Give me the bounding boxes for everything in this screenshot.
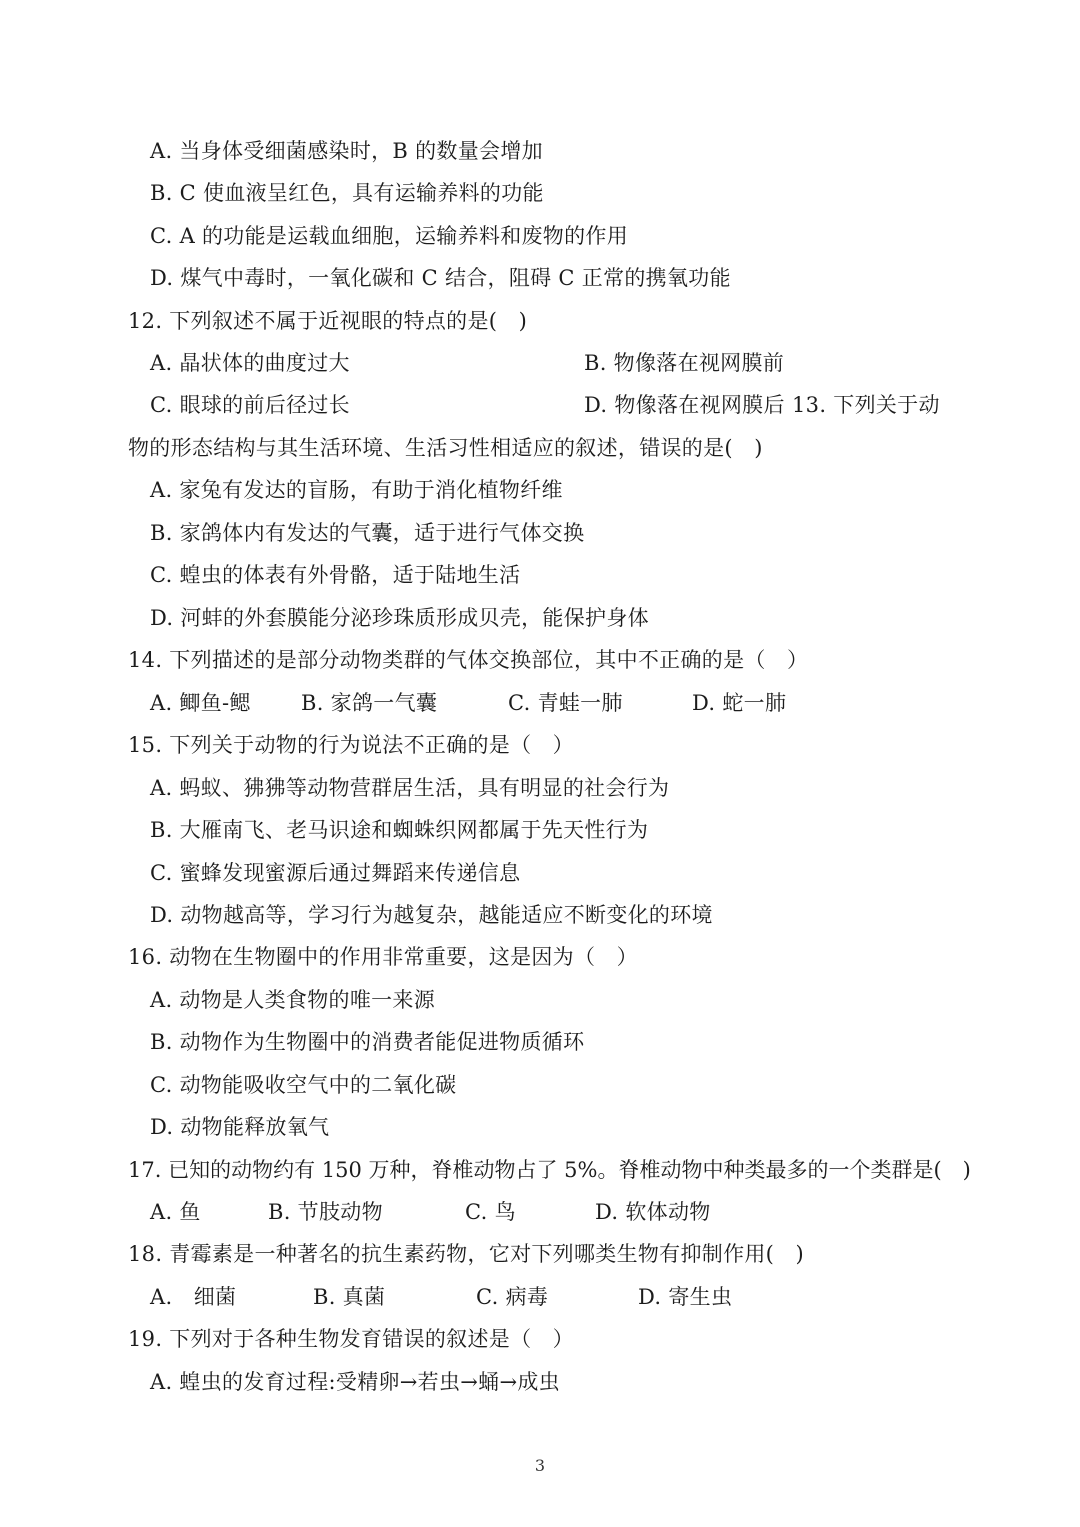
q19-stem: 19. 下列对于各种生物发育错误的叙述是（ ） (128, 1327, 574, 1351)
q16-option-b: B. 动物作为生物圈中的消费者能促进物质循环 (150, 1030, 585, 1054)
q11-option-c: C. A 的功能是运载血细胞，运输养料和废物的作用 (150, 224, 629, 248)
q15-stem: 15. 下列关于动物的行为说法不正确的是（ ） (128, 733, 574, 757)
q12-option-c: C. 眼球的前后径过长 (150, 393, 350, 417)
q16-stem: 16. 动物在生物圈中的作用非常重要，这是因为（ ） (128, 945, 638, 969)
q17-option-a: A. 鱼 (150, 1200, 201, 1224)
q16-option-d: D. 动物能释放氧气 (150, 1115, 330, 1139)
q11-option-d: D. 煤气中毒时，一氧化碳和 C 结合，阻碍 C 正常的携氧功能 (150, 266, 731, 290)
q15-option-d: D. 动物越高等，学习行为越复杂，越能适应不断变化的环境 (150, 903, 713, 927)
q11-option-b: B. C 使血液呈红色，具有运输养料的功能 (150, 181, 544, 205)
q18-stem: 18. 青霉素是一种著名的抗生素药物，它对下列哪类生物有抑制作用( ) (128, 1242, 804, 1266)
q15-option-a: A. 蚂蚁、狒狒等动物营群居生活，具有明显的社会行为 (150, 776, 670, 800)
q18-option-b: B. 真菌 (313, 1285, 386, 1309)
q15-option-b: B. 大雁南飞、老马识途和蜘蛛织网都属于先天性行为 (150, 818, 649, 842)
q13-option-d: D. 河蚌的外套膜能分泌珍珠质形成贝壳，能保护身体 (150, 606, 649, 630)
q13-stem-part2: 物的形态结构与其生活环境、生活习性相适应的叙述，错误的是( ) (128, 436, 763, 460)
q14-option-a: A. 鲫鱼-鳃 (150, 691, 251, 715)
q14-option-c: C. 青蛙一肺 (508, 691, 623, 715)
q16-option-c: C. 动物能吸收空气中的二氧化碳 (150, 1073, 457, 1097)
q12-option-b: B. 物像落在视网膜前 (584, 351, 785, 375)
q17-option-b: B. 节肢动物 (268, 1200, 383, 1224)
q17-option-d: D. 软体动物 (595, 1200, 711, 1224)
q18-option-c: C. 病毒 (476, 1285, 549, 1309)
q13-option-a: A. 家兔有发达的盲肠，有助于消化植物纤维 (150, 478, 563, 502)
q14-option-d: D. 蛇一肺 (692, 691, 787, 715)
q17-stem: 17. 已知的动物约有 150 万种，脊椎动物占了 5%。脊椎动物中种类最多的一个类群是( ) (128, 1158, 971, 1182)
q16-option-a: A. 动物是人类食物的唯一来源 (150, 988, 436, 1012)
q12-stem: 12. 下列叙述不属于近视眼的特点的是( ) (128, 309, 528, 333)
q13-option-c: C. 蝗虫的体表有外骨骼，适于陆地生活 (150, 563, 521, 587)
q15-option-c: C. 蜜蜂发现蜜源后通过舞蹈来传递信息 (150, 861, 521, 885)
q12-option-d: D. 物像落在视网膜后 (584, 393, 785, 417)
q17-option-c: C. 鸟 (465, 1200, 516, 1224)
q13-stem-part1: 13. 下列关于动 (792, 393, 940, 417)
q13-option-b: B. 家鸽体内有发达的气囊，适于进行气体交换 (150, 521, 585, 545)
q11-option-a: A. 当身体受细菌感染时，B 的数量会增加 (150, 139, 543, 163)
q18-option-d: D. 寄生虫 (638, 1285, 733, 1309)
q18-option-a: A. 细菌 (150, 1285, 237, 1309)
q14-stem: 14. 下列描述的是部分动物类群的气体交换部位，其中不正确的是（ ） (128, 648, 809, 672)
q14-option-b: B. 家鸽一气囊 (301, 691, 438, 715)
page-number: 3 (534, 1456, 546, 1475)
q12-option-a: A. 晶状体的曲度过大 (150, 351, 350, 375)
q19-option-a: A. 蝗虫的发育过程:受精卵→若虫→蛹→成虫 (150, 1370, 560, 1394)
